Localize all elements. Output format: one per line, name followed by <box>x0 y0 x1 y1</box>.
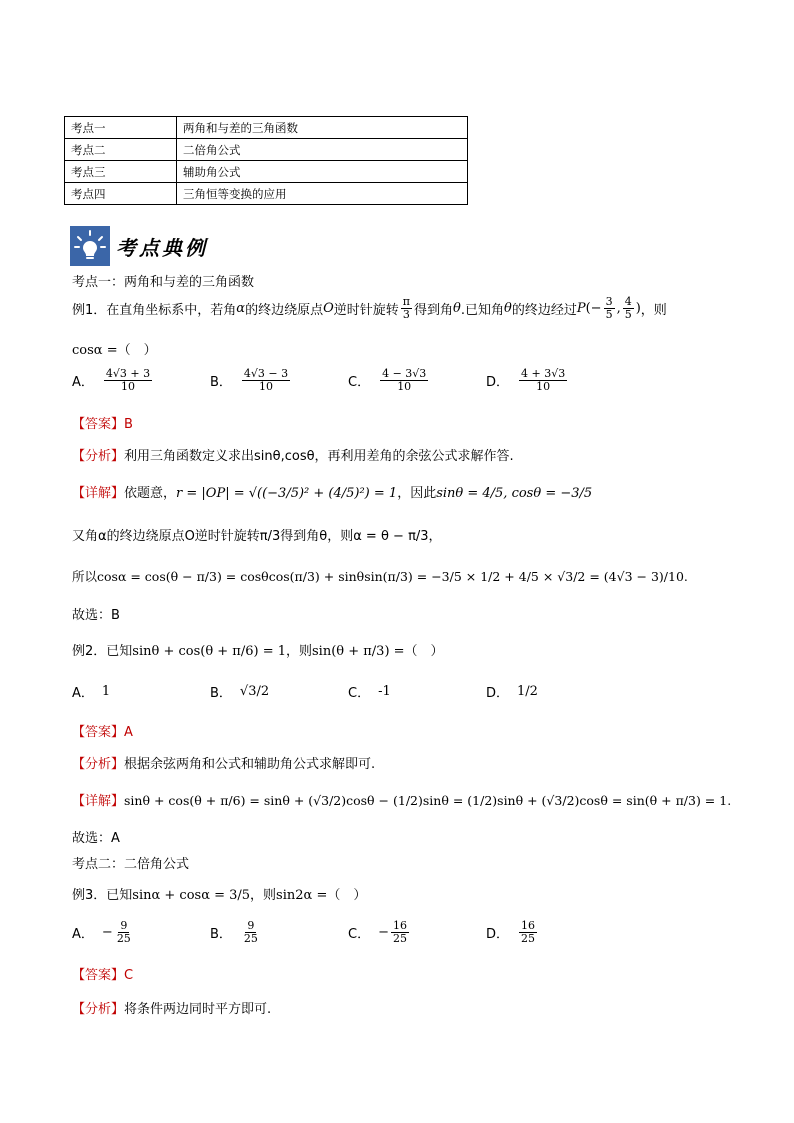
fraction: $\frac{4√3 - 3}{10}$ <box>243 367 289 393</box>
math-symbol: θ <box>504 301 512 316</box>
option-d[interactable]: D． $\frac{16}{25}$ <box>486 919 536 945</box>
table-row <box>65 117 468 139</box>
topic-outline-table <box>64 116 468 205</box>
example1-answer <box>72 413 133 432</box>
fraction: $\frac{16}{25}$ <box>521 919 536 945</box>
option-a[interactable]: A． $\frac{4√3 + 3}{10}$ <box>72 367 151 393</box>
fraction: $\frac{4 + 3√3}{10}$ <box>521 367 566 393</box>
example1-question <box>72 296 667 321</box>
answer-tag: 【答案】 <box>72 417 125 432</box>
example1-question-tail: cosα =（ ） <box>72 343 157 358</box>
option-b[interactable]: B． $\frac{4√3 - 3}{10}$ <box>210 367 289 393</box>
question-text: 已知sinθ + cos(θ + π/6) = 1，则sin(θ + π/3) =（ ） <box>106 644 444 659</box>
question-text: 逆时针旋转 <box>333 303 399 318</box>
option-b[interactable]: B． √3/2 <box>210 684 270 701</box>
example1-detail-3: 所以cosα = cos(θ − π/3) = cosθcos(π/3) + sinθsin(π/3) = −3/5 × 1/2 + 4/5 × √3/2 = (4√3 − 3)/10. <box>72 569 688 584</box>
math-symbol: O <box>323 301 334 316</box>
example3-question <box>72 884 366 903</box>
topic-name: 二倍角公式 <box>177 139 468 161</box>
question-text: 得到角 <box>414 303 454 318</box>
example2-conclusion: 故选：A <box>72 831 120 846</box>
detail-text: 依题意， <box>124 486 177 501</box>
option-a[interactable]: A． − $\frac{9}{25}$ <box>72 919 131 945</box>
option-c[interactable]: C． $\frac{4 - 3√3}{10}$ <box>348 367 427 393</box>
topic-name: 三角恒等变换的应用 <box>177 183 468 205</box>
example2-question <box>72 640 444 659</box>
math-symbol: P <box>576 301 586 316</box>
kp2-heading: 考点二：二倍角公式 <box>72 857 190 872</box>
option-b[interactable]: B． $\frac{9}{25}$ <box>210 919 258 945</box>
topic-code: 考点四 <box>65 183 177 205</box>
example3-analysis <box>72 998 271 1017</box>
math-symbol: (− <box>585 301 602 316</box>
lightbulb-icon <box>70 226 110 266</box>
detail-tag: 【详解】 <box>72 794 125 809</box>
example-label: 例3． <box>72 888 107 903</box>
fraction: $\frac{3}{5}$ <box>605 295 613 321</box>
kp1-heading: 考点一：两角和与差的三角函数 <box>72 275 255 290</box>
answer-tag: 【答案】 <box>72 968 125 983</box>
example1-detail-2: 又角α的终边绕原点O逆时针旋转π/3得到角θ，则α = θ − π/3， <box>72 529 442 544</box>
example2-detail <box>72 790 731 809</box>
analysis-text: 将条件两边同时平方即可. <box>124 1002 272 1017</box>
topic-code: 考点二 <box>65 139 177 161</box>
math-symbol: , <box>616 301 621 316</box>
question-text: 在直角坐标系中，若角 <box>106 303 237 318</box>
detail-tag: 【详解】 <box>72 486 125 501</box>
question-text: .已知角 <box>460 303 504 318</box>
example2-answer <box>72 721 133 740</box>
example2-analysis <box>72 753 375 772</box>
fraction: $\frac{4}{5}$ <box>624 295 632 321</box>
table-row <box>65 139 468 161</box>
question-text: 的终边经过 <box>511 303 577 318</box>
analysis-tag: 【分析】 <box>72 449 125 464</box>
question-text: 已知sinα + cosα = 3/5，则sin2α =（ ） <box>106 888 367 903</box>
section-header <box>70 226 208 266</box>
math-symbol: ) <box>635 301 641 316</box>
answer-value: C <box>124 968 134 983</box>
answer-tag: 【答案】 <box>72 725 125 740</box>
fraction: $\frac{16}{25}$ <box>392 919 407 945</box>
option-c[interactable]: C． − $\frac{16}{25}$ <box>348 919 407 945</box>
topic-name: 两角和与差的三角函数 <box>177 117 468 139</box>
question-text: ，则 <box>640 303 667 318</box>
question-text: 的终边绕原点 <box>245 303 324 318</box>
detail-text: ，因此 <box>397 486 437 501</box>
topic-code: 考点一 <box>65 117 177 139</box>
analysis-text: 根据余弦两角和公式和辅助角公式求解即可. <box>124 757 376 772</box>
example1-detail <box>72 482 592 501</box>
fraction: $\frac{9}{25}$ <box>116 919 131 945</box>
table-row <box>65 161 468 183</box>
option-a[interactable]: A． 1 <box>72 684 111 701</box>
fraction: $\frac{4 - 3√3}{10}$ <box>382 367 427 393</box>
topic-code: 考点三 <box>65 161 177 183</box>
option-d[interactable]: D． 1/2 <box>486 684 538 701</box>
section-title: 考点典例 <box>116 235 208 260</box>
example-label: 例1． <box>72 303 107 318</box>
math-symbol: θ <box>453 301 461 316</box>
option-d[interactable]: D． $\frac{4 + 3√3}{10}$ <box>486 367 566 393</box>
topic-name: 辅助角公式 <box>177 161 468 183</box>
answer-value: A <box>124 725 133 740</box>
analysis-tag: 【分析】 <box>72 1002 125 1017</box>
option-c[interactable]: C． -1 <box>348 684 391 701</box>
answer-value: B <box>124 417 133 432</box>
fraction: $\frac{9}{25}$ <box>243 919 258 945</box>
fraction: $\frac{4√3 + 3}{10}$ <box>105 367 151 393</box>
example3-answer <box>72 964 133 983</box>
example-label: 例2． <box>72 644 107 659</box>
table-row <box>65 183 468 205</box>
math-symbol: α <box>236 301 246 316</box>
detail-math: r = |OP| = √((−3/5)² + (4/5)²) = 1 <box>176 486 398 501</box>
example1-conclusion: 故选：B <box>72 608 120 623</box>
example1-analysis <box>72 445 514 464</box>
fraction: $\frac{\pi}{3}$ <box>402 295 411 321</box>
analysis-text: 利用三角函数定义求出sinθ,cosθ，再利用差角的余弦公式求解作答. <box>124 449 514 464</box>
detail-math: sinθ + cos(θ + π/6) = sinθ + (√3/2)cosθ − (1/2)sinθ = (1/2)sinθ + (√3/2)cosθ = sin(θ + π/3) = 1. <box>124 793 732 808</box>
analysis-tag: 【分析】 <box>72 757 125 772</box>
detail-math: sinθ = 4/5, cosθ = −3/5 <box>436 486 593 501</box>
